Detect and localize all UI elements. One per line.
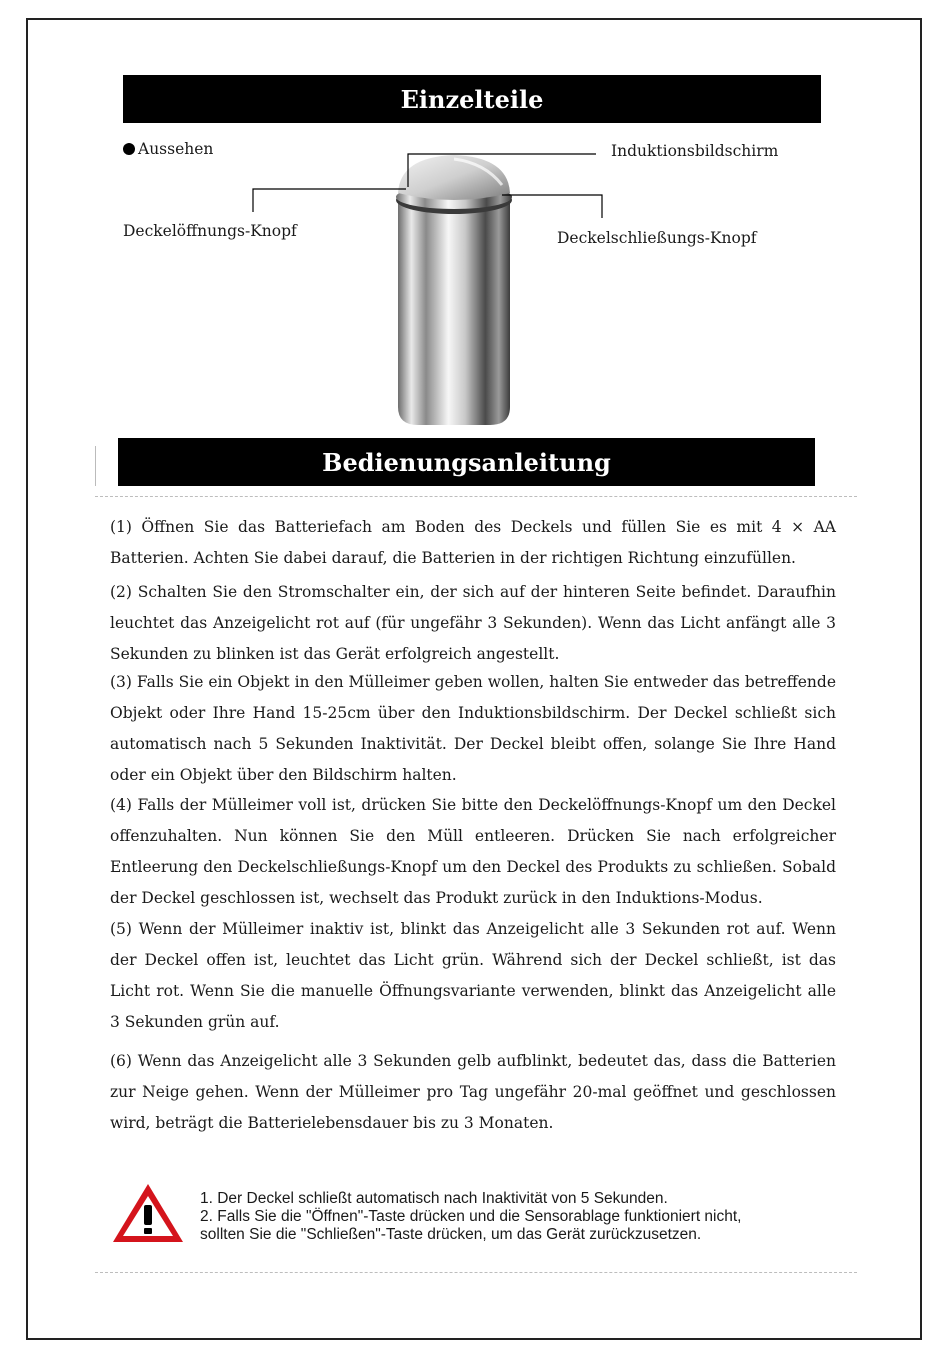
instruction-step-6: (6) Wenn das Anzeigelicht alle 3 Sekunden gelb aufblinkt, bedeutet das, dass die Batterien zur Neige gehen. Wenn der Mülleimer pro Tag ungefähr 20-mal geöffnet und geschlossen wird, beträgt die Batterielebensdauer bis zu 3 Monaten. (110, 1052, 836, 1132)
instruction-step-5: (5) Wenn der Mülleimer inaktiv ist, blinkt das Anzeigelicht alle 3 Sekunden rot auf. Wenn der Deckel offen ist, leuchtet das Licht grün. Während sich der Deckel schließt, ist das Licht rot. Wenn Sie die manuelle Öffnungsvariante verwenden, blinkt das Anzeigelicht alle 3 Sekunden grün auf. (110, 920, 836, 1031)
trash-can-illustration (240, 145, 630, 435)
separator-top (95, 496, 857, 497)
instruction-step-2: (2) Schalten Sie den Stromschalter ein, der sich auf der hinteren Seite befindet. Daraufhin leuchtet das Anzeigelicht rot auf (für ungefähr 3 Sekunden). Wenn das Licht anfängt alle 3 Sekunden zu blinken ist das Gerät erfolgreich angestellt. (110, 583, 836, 663)
section-title-parts: Einzelteile (123, 75, 821, 123)
callout-line-open (253, 189, 406, 212)
warning-text (200, 1190, 850, 1244)
bin-body (398, 200, 510, 425)
instruction-step-3: (3) Falls Sie ein Objekt in den Mülleimer geben wollen, halten Sie entweder das betreffende Objekt oder Ihre Hand 15-25cm über den Induktionsbildschirm. Der Deckel schließt sich automatisch nach 5 Sekunden Inaktivität. Der Deckel bleibt offen, solange Sie Ihre Hand oder ein Objekt über den Bildschirm halten. (110, 673, 836, 784)
callout-line-close (502, 195, 602, 218)
appearance-label (123, 140, 213, 158)
warning-line-3: sollten Sie die "Schließen"-Taste drücken, um das Gerät zurückzusetzen. (200, 1226, 702, 1243)
instruction-step-1: (1) Öffnen Sie das Batteriefach am Boden des Deckels und füllen Sie es mit 4 × AA Batterien. Achten Sie dabei darauf, die Batterien in der richtigen Richtung einzufüllen. (110, 518, 836, 567)
banner-edge (95, 446, 118, 486)
section-title-instructions: Bedienungsanleitung (118, 438, 815, 486)
separator-bottom (95, 1272, 857, 1273)
warning-line-1: 1. Der Deckel schließt automatisch nach Inaktivität von 5 Sekunden. (200, 1190, 668, 1207)
callout-lid-close-button: Deckelschließungs-Knopf (557, 229, 757, 247)
callout-lid-open-button: Deckelöffnungs-Knopf (123, 222, 297, 240)
instruction-step-4: (4) Falls der Mülleimer voll ist, drücken Sie bitte den Deckelöffnungs-Knopf um den Deckel offenzuhalten. Nun können Sie den Müll entleeren. Drücken Sie nach erfolgreicher Entleerung den Deckelschließungs-Knopf um den Deckel des Produkts zu schließen. Sobald der Deckel geschlossen ist, wechselt das Produkt zurück in den Induktions-Modus. (110, 796, 836, 907)
bullet-icon (123, 143, 135, 155)
appearance-text: Aussehen (138, 140, 214, 158)
callout-induction-screen: Induktionsbildschirm (611, 142, 779, 160)
warning-line-2: 2. Falls Sie die "Öffnen"-Taste drücken und die Sensorablage funktioniert nicht, (200, 1208, 742, 1225)
warning-triangle-icon (110, 1181, 186, 1245)
